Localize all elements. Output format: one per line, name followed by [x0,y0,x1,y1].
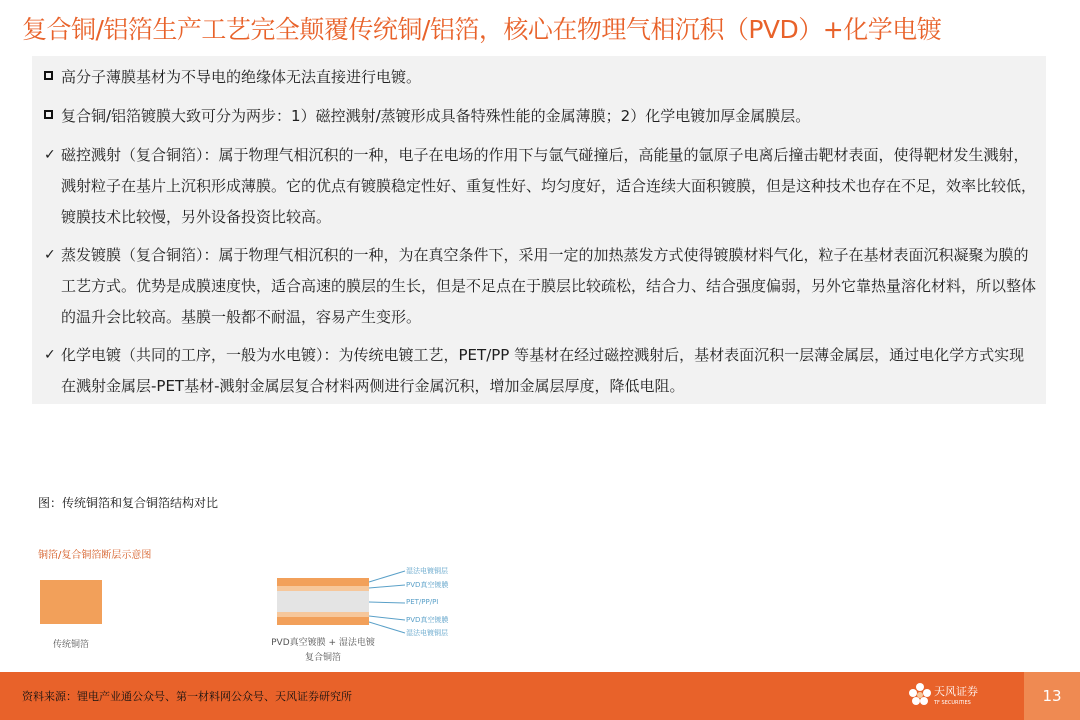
bullet-text: 磁控溅射（复合铜箔）：属于物理气相沉积的一种，电子在电场的作用下与氩气碰撞后，高能量的氩原子电离后撞击靶材表面，使得靶材发生溅射，溅射粒子在基片上沉积形成薄膜。它的优点有镀膜稳定性好、重复性好、均匀度好，适合连续大面积镀膜，但是这种技术也存在不足，效率比较低，镀膜技术比较慢，另外设备投资比较高。 [61,146,1037,226]
figure-caption: 图：传统铜箔和复合铜箔结构对比 [38,496,219,510]
bullet-text: 蒸发镀膜（复合铜箔）：属于物理气相沉积的一种，为在真空条件下，采用一定的加热蒸发方式使得镀膜材料气化，粒子在基材表面沉积凝聚为膜的工艺方式。优势是成膜速度快，适合高速的膜层的生长，但是不足点在于膜层比较疏松，结合力、结合强度偏弱，另外它靠热量溶化材料，所以整体的温升会比较高。基膜一般都不耐温，容易产生变形。 [61,246,1037,326]
layer-label: 湿法电镀铜层 [406,567,448,575]
leader-line [369,616,405,620]
bullet-text: 化学电镀（共同的工序，一般为水电镀）：为传统电镀工艺，PET/PP 等基材在经过磁控溅射后，基材表面沉积一层薄金属层，通过电化学方式实现在溅射金属层-PET基材-溅射金属层复合材料两侧进行金属沉积，增加金属层厚度，降低电阻。 [61,346,1025,395]
flower-logo-icon [908,680,932,710]
check-icon: ✓ [44,147,56,163]
traditional-foil-label: 传统铜箔 [52,640,89,650]
composite-label-line: PVD真空镀膜 + 湿法电镀 [271,638,375,648]
page-title: 复合铜/铝箔生产工艺完全颠覆传统铜/铝箔，核心在物理气相沉积（PVD）+化学电镀 [22,15,942,44]
check-icon: ✓ [44,347,56,363]
layer-label: PVD真空镀膜 [406,616,449,624]
logo-subtext: TF SECURITIES [934,700,971,706]
layer-label: PVD真空镀膜 [406,581,449,589]
leader-line [369,571,405,582]
footer-bar [0,672,1080,720]
source-note: 资料来源：锂电产业通公众号、第一材料网公众号、天风证券研究所 [22,690,352,703]
layer-label: 湿法电镀铜层 [406,629,448,637]
logo-text: 天风证券 [934,685,978,698]
layer-label: PET/PP/PI [406,598,439,606]
composite-label-line: 复合铜箔 [304,653,341,663]
leader-line [369,602,405,603]
bullet-text: 复合铜/铝箔镀膜大致可分为两步：1）磁控溅射/蒸镀形成具备特殊性能的金属薄膜；2）化学电镀加厚金属膜层。 [61,107,811,125]
bullet-text: 高分子薄膜基材为不导电的绝缘体无法直接进行电镀。 [61,68,422,86]
company-logo [908,680,1016,716]
diagram-title: 铜箔/复合铜箔断层示意图 [38,550,152,561]
leader-line [369,622,405,633]
page-number: 13 [1024,672,1080,720]
check-icon: ✓ [44,247,56,263]
leader-line [369,585,405,588]
